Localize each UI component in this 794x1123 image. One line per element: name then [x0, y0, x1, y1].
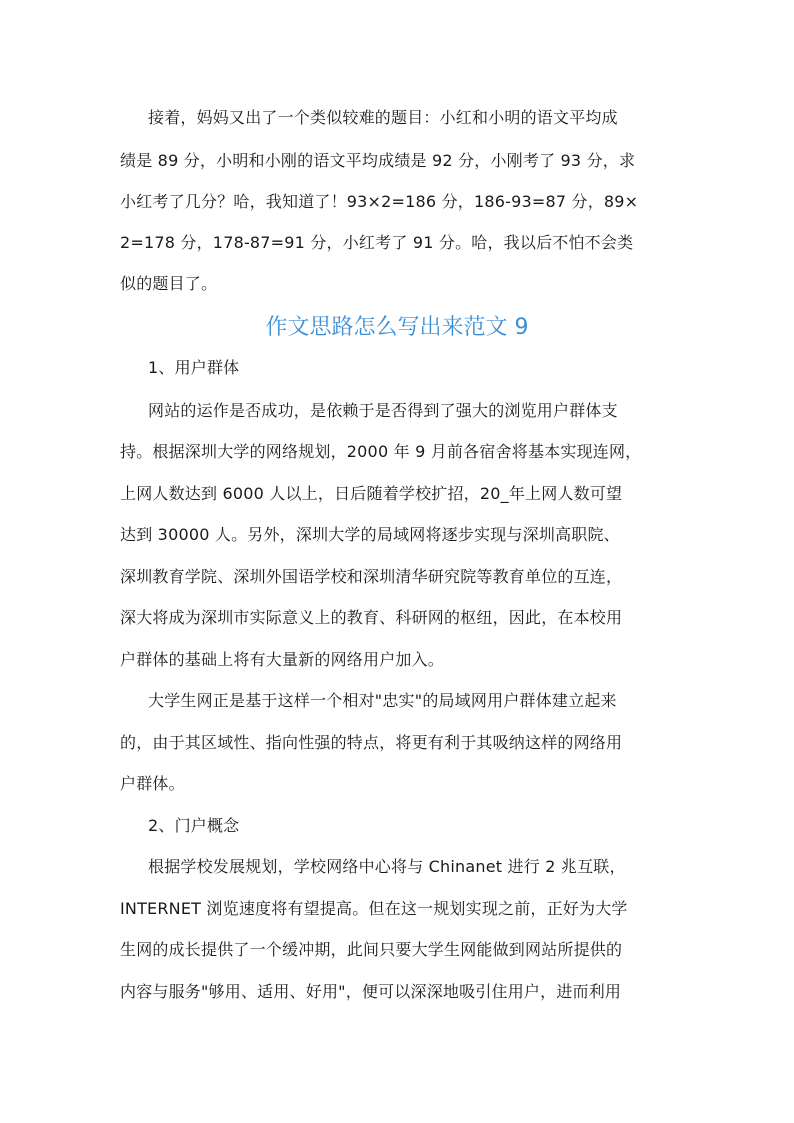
- paragraph-2-line-5: 深圳教育学院、深圳外国语学校和深圳清华研究院等教育单位的互连，: [120, 567, 623, 586]
- paragraph-4-line-4: 内容与服务"够用、适用、好用"，便可以深深地吸引住用户，进而利用: [120, 982, 622, 1001]
- paragraph-3-line-2: 的，由于其区域性、指向性强的特点，将更有利于其吸纳这样的网络用: [120, 733, 623, 752]
- paragraph-1-line-4: 2=178 分，178-87=91 分，小红考了 91 分。哈，我以后不怕不会类: [120, 233, 634, 252]
- paragraph-4-line-1: 根据学校发展规划，学校网络中心将与 Chinanet 进行 2 兆互联，: [148, 857, 626, 876]
- paragraph-2-line-4: 达到 30000 人。另外，深圳大学的局域网将逐步实现与深圳高职院、: [120, 525, 620, 544]
- paragraph-3-line-1: 大学生网正是基于这样一个相对"忠实"的局域网用户群体建立起来: [148, 691, 617, 710]
- heading-portal-concept: 2、门户概念: [148, 816, 240, 835]
- paragraph-2-line-2: 持。根据深圳大学的网络规划，2000 年 9 月前各宿舍将基本实现连网，: [120, 442, 642, 461]
- heading-user-group: 1、用户群体: [148, 358, 240, 377]
- paragraph-4-line-2: INTERNET 浏览速度将有望提高。但在这一规划实现之前，正好为大学: [120, 899, 628, 918]
- paragraph-2-line-3: 上网人数达到 6000 人以上，日后随着学校扩招，20_年上网人数可望: [120, 484, 623, 503]
- paragraph-1-line-1: 接着，妈妈又出了一个类似较难的题目：小红和小明的语文平均成: [148, 108, 618, 127]
- paragraph-4-line-3: 生网的成长提供了一个缓冲期，此间只要大学生网能做到网站所提供的: [120, 940, 623, 959]
- section-title: 作文思路怎么写出来范文 9: [265, 315, 529, 340]
- paragraph-2-line-6: 深大将成为深圳市实际意义上的教育、科研网的枢纽，因此，在本校用: [120, 608, 623, 627]
- paragraph-1-line-2: 绩是 89 分，小明和小刚的语文平均成绩是 92 分，小刚考了 93 分，求: [120, 151, 636, 170]
- paragraph-1-line-5: 似的题目了。: [120, 274, 218, 293]
- paragraph-3-line-3: 户群体。: [120, 774, 185, 793]
- paragraph-1-line-3: 小红考了几分？哈，我知道了！93×2=186 分，186-93=87 分，89×: [120, 192, 639, 211]
- paragraph-2-line-1: 网站的运作是否成功，是依赖于是否得到了强大的浏览用户群体支: [148, 401, 618, 420]
- paragraph-2-line-7: 户群体的基础上将有大量新的网络用户加入。: [120, 650, 445, 669]
